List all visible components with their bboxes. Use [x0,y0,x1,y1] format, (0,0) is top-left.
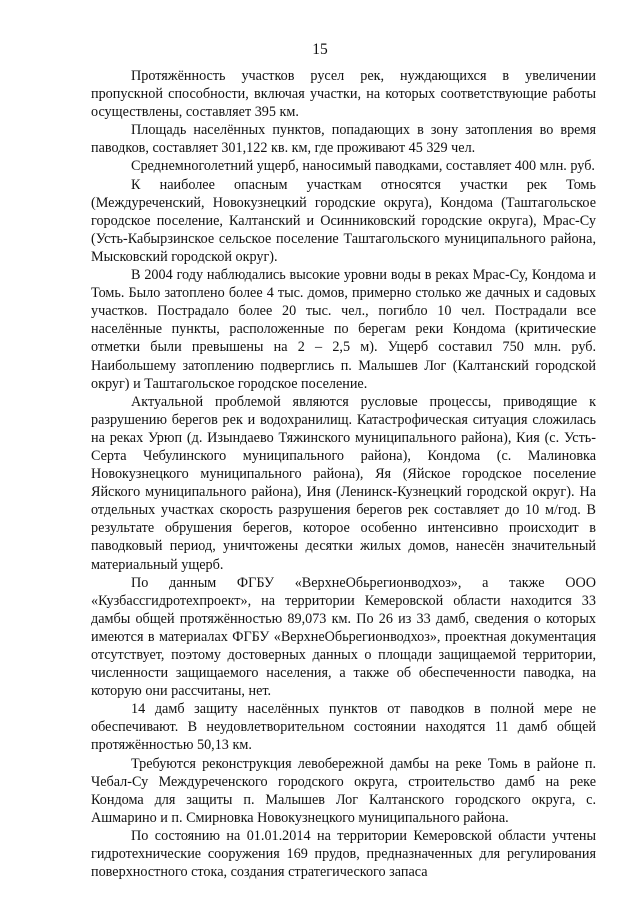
page-number: 15 [312,41,328,58]
paragraph: По данным ФГБУ «ВерхнеОбьрегионводхоз», а также ООО «Кузбассгидротехпроект», на территории Кемеровской области находится 33 дамбы общей протяжённостью 89,073 км. По 26 из 33 дамб, сведения о которых имеются в материалах ФГБУ «ВерхнеОбьрегионводхоз», проектная документация отсутствует, поэтому достоверных данных о площади защищаемой территории, численности защищаемого населения, а также об обеспеченности паводка, на которую они рассчитаны, нет. [91,574,596,700]
paragraph: Площадь населённых пунктов, попадающих в зону затопления во время паводков, составляет 301,122 кв. км, где проживают 45 329 чел. [91,122,596,157]
paragraph: По состоянию на 01.01.2014 на территории Кемеровской области учтены гидротехнические сооружения 169 прудов, предназначенных для регулирования поверхностного стока, создания стратегического запаса [91,827,596,881]
paragraph: Протяжённость участков русел рек, нуждающихся в увеличении пропускной способности, включая участки, на которых соответствующие работы осуществлены, составляет 395 км. [91,68,596,121]
paragraph: 14 дамб защиту населённых пунктов от паводков в полной мере не обеспечивают. В неудовлетворительном состоянии находятся 11 дамб общей протяжённостью 50,13 км. [91,701,596,754]
paragraph: В 2004 году наблюдались высокие уровни воды в реках Мрас-Су, Кондома и Томь. Было затоплено более 4 тыс. домов, примерно столько же дачных и садовых участков. Пострадало более 20 тыс. чел., погибло 10 чел. Пострадали все населённые пункты, расположенные по берегам реки Кондома (критические отметки были превышены на 2 – 2,5 м). Ущерб составил 750 млн. руб. Наибольшему затоплению подверглись п. Малышев Лог (Калтанский городской округ) и Таштагольское городское поселение. [91,267,596,392]
paragraph: К наиболее опасным участкам относятся участки рек Томь (Междуреченский, Новокузнецкий городские округа), Кондома (Таштагольское городское поселение, Калтанский и Осинниковский городские округа), Мрас-Су (Усть-Кабырзинское сельское поселение Таштагольского муниципального района, Мысковский городской округ). [91,176,596,265]
paragraph: Актуальной проблемой являются русловые процессы, приводящие к разрушению берегов рек и водохранилищ. Катастрофическая ситуация сложилась на реках Урюп (д. Изындаево Тяжинского муниципального района), Кия (с. Усть-Серта Чебулинского муниципального района), Кондома (с. Малиновка Новокузнецкого муниципального района), Яя (Яйское городское поселение Яйского муниципального района), Иня (Ленинск-Кузнецкий городской округ). На отдельных участках скорость разрушения берегов рек составляет до 10 м/год. В результате обрушения берегов, которое особенно интенсивно происходит в паводковый период, уничтожены десятки жилых домов, нанесён значительный материальный ущерб. [91,393,596,573]
document-body [91,67,596,881]
paragraph: Среднемноголетний ущерб, наносимый паводками, составляет 400 млн. руб. [131,158,595,175]
paragraph: Требуются реконструкция левобережной дамбы на реке Томь в районе п. Чебал-Су Междуреченского городского округа, строительство дамб на реке Кондома для защиты п. Малышев Лог Калтанского городского округа, с. Ашмарино и п. Смирновка Новокузнецкого муниципального района. [91,755,596,826]
